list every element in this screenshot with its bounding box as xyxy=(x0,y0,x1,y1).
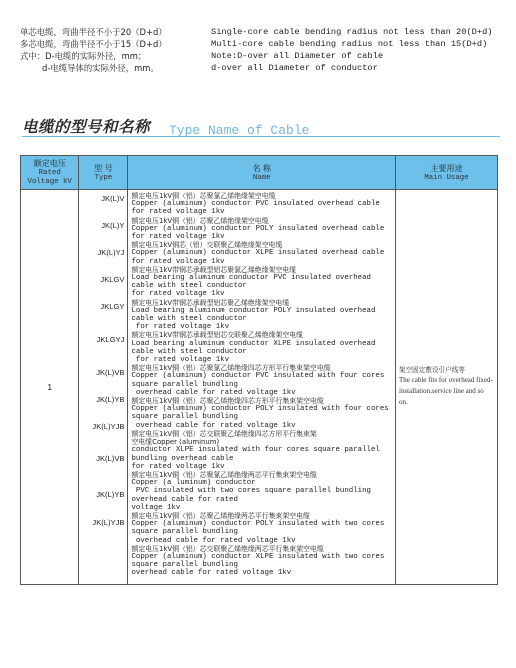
name-zh: 额定电压1kV带钢芯承载型铝芯聚乙烯绝缘架空电缆 xyxy=(131,298,290,307)
header-voltage xyxy=(21,156,79,190)
name-block xyxy=(131,471,393,512)
name-block xyxy=(131,364,393,397)
type-item: JK(L)YJB xyxy=(92,518,125,527)
name-en: Load bearing aluminum conductor PVC insulated overhead cable with steel conductor for rated voltage 1kv xyxy=(131,274,371,299)
section-title-zh: 电缆的型号和名称 xyxy=(22,118,151,136)
type-item: JK(L)VB xyxy=(96,368,125,377)
header-type-zh: 型 号 xyxy=(94,163,113,173)
type-item: JKLGV xyxy=(100,275,125,284)
note-row xyxy=(20,62,510,74)
name-zh: 额定电压1kV铜（铝）芯聚乙烯绝缘四芯方形平行集束架空电缆 xyxy=(131,397,324,406)
section-title-en: Type Name of Cable xyxy=(169,123,310,138)
name-en: Copper (a luminum) conductor PVC insulated with two cores square parallel bundling overhead cable for rated voltage 1kv xyxy=(131,479,371,512)
type-item: JKLGYJ xyxy=(96,335,125,344)
header-name-en: Name xyxy=(252,173,271,182)
note-en: Single-core cable bending radius not less than 20(D+d) xyxy=(211,27,493,37)
name-block xyxy=(131,192,393,217)
name-en: Copper (aluminum) conductor PVC insulated overhead cable for rated voltage 1kv xyxy=(131,200,380,217)
name-block xyxy=(131,266,393,299)
note-zh: d-电缆导体的实际外径，mm。 xyxy=(42,63,159,73)
name-en: Load bearing aluminum conductor XLPE insulated overhead cable with steel conductor for rated voltage 1kv xyxy=(131,339,376,365)
header-type xyxy=(79,156,128,190)
note-en: Note:D-over all Diameter of cable xyxy=(211,51,384,61)
name-block xyxy=(131,299,393,332)
name-list xyxy=(128,190,395,584)
name-cell xyxy=(128,190,396,585)
name-block xyxy=(131,241,393,266)
header-usage-zh: 主要用途 xyxy=(430,163,463,173)
usage-cell xyxy=(396,190,498,585)
header-voltage-zh: 额定电压 xyxy=(33,159,66,168)
name-block xyxy=(131,545,393,578)
name-zh: 额定电压1kV铜（铝）芯交联聚乙烯绝缘两芯平行集束架空电缆 xyxy=(131,544,324,553)
header-voltage-en: Rated Voltage kV xyxy=(27,169,72,186)
name-block xyxy=(131,217,393,242)
note-en: d-over all Diameter of conductor xyxy=(211,63,378,73)
name-block xyxy=(131,397,393,430)
name-block xyxy=(131,512,393,545)
name-en: Load bearing aluminum conductor POLY insulated overhead cable with steel conductor for rated voltage 1kv xyxy=(131,306,376,332)
header-type-en: Type xyxy=(94,173,113,182)
name-zh: 额定电压1kV铜（铝）芯交联聚乙烯绝缘四芯方形平行集束架 空电缆Copper (aluminum) xyxy=(131,429,317,447)
type-item: JK(L)YB xyxy=(96,395,125,404)
name-zh: 额定电压1kV铜（铝）芯聚乙烯绝缘两芯平行集束架空电缆 xyxy=(131,511,310,520)
usage-zh: 架空固定敷设引户线等 xyxy=(399,366,465,375)
type-item: JK(L)Y xyxy=(101,221,125,230)
name-zh: 额定电压1kV铜（铝）芯聚氯乙烯绝缘架空电缆 xyxy=(131,192,276,200)
name-zh: 额定电压1kV铜芯（铝）交联聚乙烯绝缘架空电缆 xyxy=(131,241,283,250)
name-zh: 额定电压1kV铜（铝）芯聚氯乙烯绝缘两芯平行集束架空电缆 xyxy=(131,470,317,479)
name-block xyxy=(131,430,393,471)
section-heading xyxy=(22,115,502,137)
name-block xyxy=(131,331,393,364)
cable-type-table xyxy=(20,155,498,585)
note-row xyxy=(20,26,510,38)
note-row xyxy=(20,50,510,62)
name-zh: 额定电压1kV带钢芯承载型铝芯聚氯乙烯绝缘架空电缆 xyxy=(131,265,297,274)
type-cell xyxy=(79,190,128,585)
note-zh: 式中：D-电缆的实际外径，mm； xyxy=(20,51,147,61)
type-item: JK(L)YB xyxy=(96,490,125,499)
table-body-row xyxy=(21,190,498,585)
note-en: Multi-core cable bending radius not less than 15(D+d) xyxy=(211,39,488,49)
type-list xyxy=(79,190,127,546)
name-zh: 额定电压1kV铜（铝）芯聚乙烯绝缘架空电缆 xyxy=(131,216,269,225)
type-item: JK(L)YJB xyxy=(92,422,125,431)
note-zh: 单芯电缆，弯曲半径不小于20（D+d） xyxy=(20,27,167,37)
type-item: JK(L)YJ xyxy=(97,248,125,257)
name-en: Copper (aluminum) conductor POLY insulated with four cores square parallel bundling overhead cable for rated voltage 1kv xyxy=(131,405,389,430)
note-zh: 多芯电缆，弯曲半径不小于15（D+d） xyxy=(20,39,167,49)
header-usage xyxy=(396,156,498,190)
voltage-cell: 1 xyxy=(21,190,79,585)
name-zh: 额定电压1kV铜（铝）芯聚氯乙烯绝缘四芯方形平行集束架空电缆 xyxy=(131,364,331,373)
type-item: JKLGY xyxy=(100,302,125,311)
name-en: Copper (aluminum) conductor PVC insulated with four cores square parallel bundling overhead cable for rated voltage 1kv xyxy=(131,372,385,397)
name-en: Copper (aluminum) conductor XLPE insulated with two cores square parallel bundling overhead cable for rated voltage 1kv xyxy=(131,552,385,578)
table-header-row xyxy=(21,156,498,190)
type-item: JK(L)V xyxy=(101,194,125,203)
header-name-zh: 名 称 xyxy=(252,163,271,173)
usage-en: The cable fits for overhead fixed-installation,service line and so on. xyxy=(399,376,493,407)
name-en: Copper (aluminum) conductor POLY insulated with two cores square parallel bundling overhead cable for rated voltage 1kv xyxy=(131,520,385,545)
notes-block xyxy=(20,26,510,74)
heading-underline xyxy=(22,136,500,137)
name-en: conductor XLPE insulated with four cores square parallel bundling overhead cable for rated voltage 1kv xyxy=(131,446,380,471)
name-en: Copper (aluminum) conductor POLY insulated overhead cable for rated voltage 1kv xyxy=(131,224,385,242)
name-en: Copper (aluminum) conductor XLPE insulated overhead cable for rated voltage 1kv xyxy=(131,249,385,266)
header-name xyxy=(128,156,396,190)
name-zh: 额定电压1kV带钢芯承载型铝芯交联聚乙烯绝缘架空电缆 xyxy=(131,331,304,340)
type-item: JK(L)VB xyxy=(96,454,125,463)
note-row xyxy=(20,38,510,50)
header-usage-en: Main Usage xyxy=(424,173,469,182)
